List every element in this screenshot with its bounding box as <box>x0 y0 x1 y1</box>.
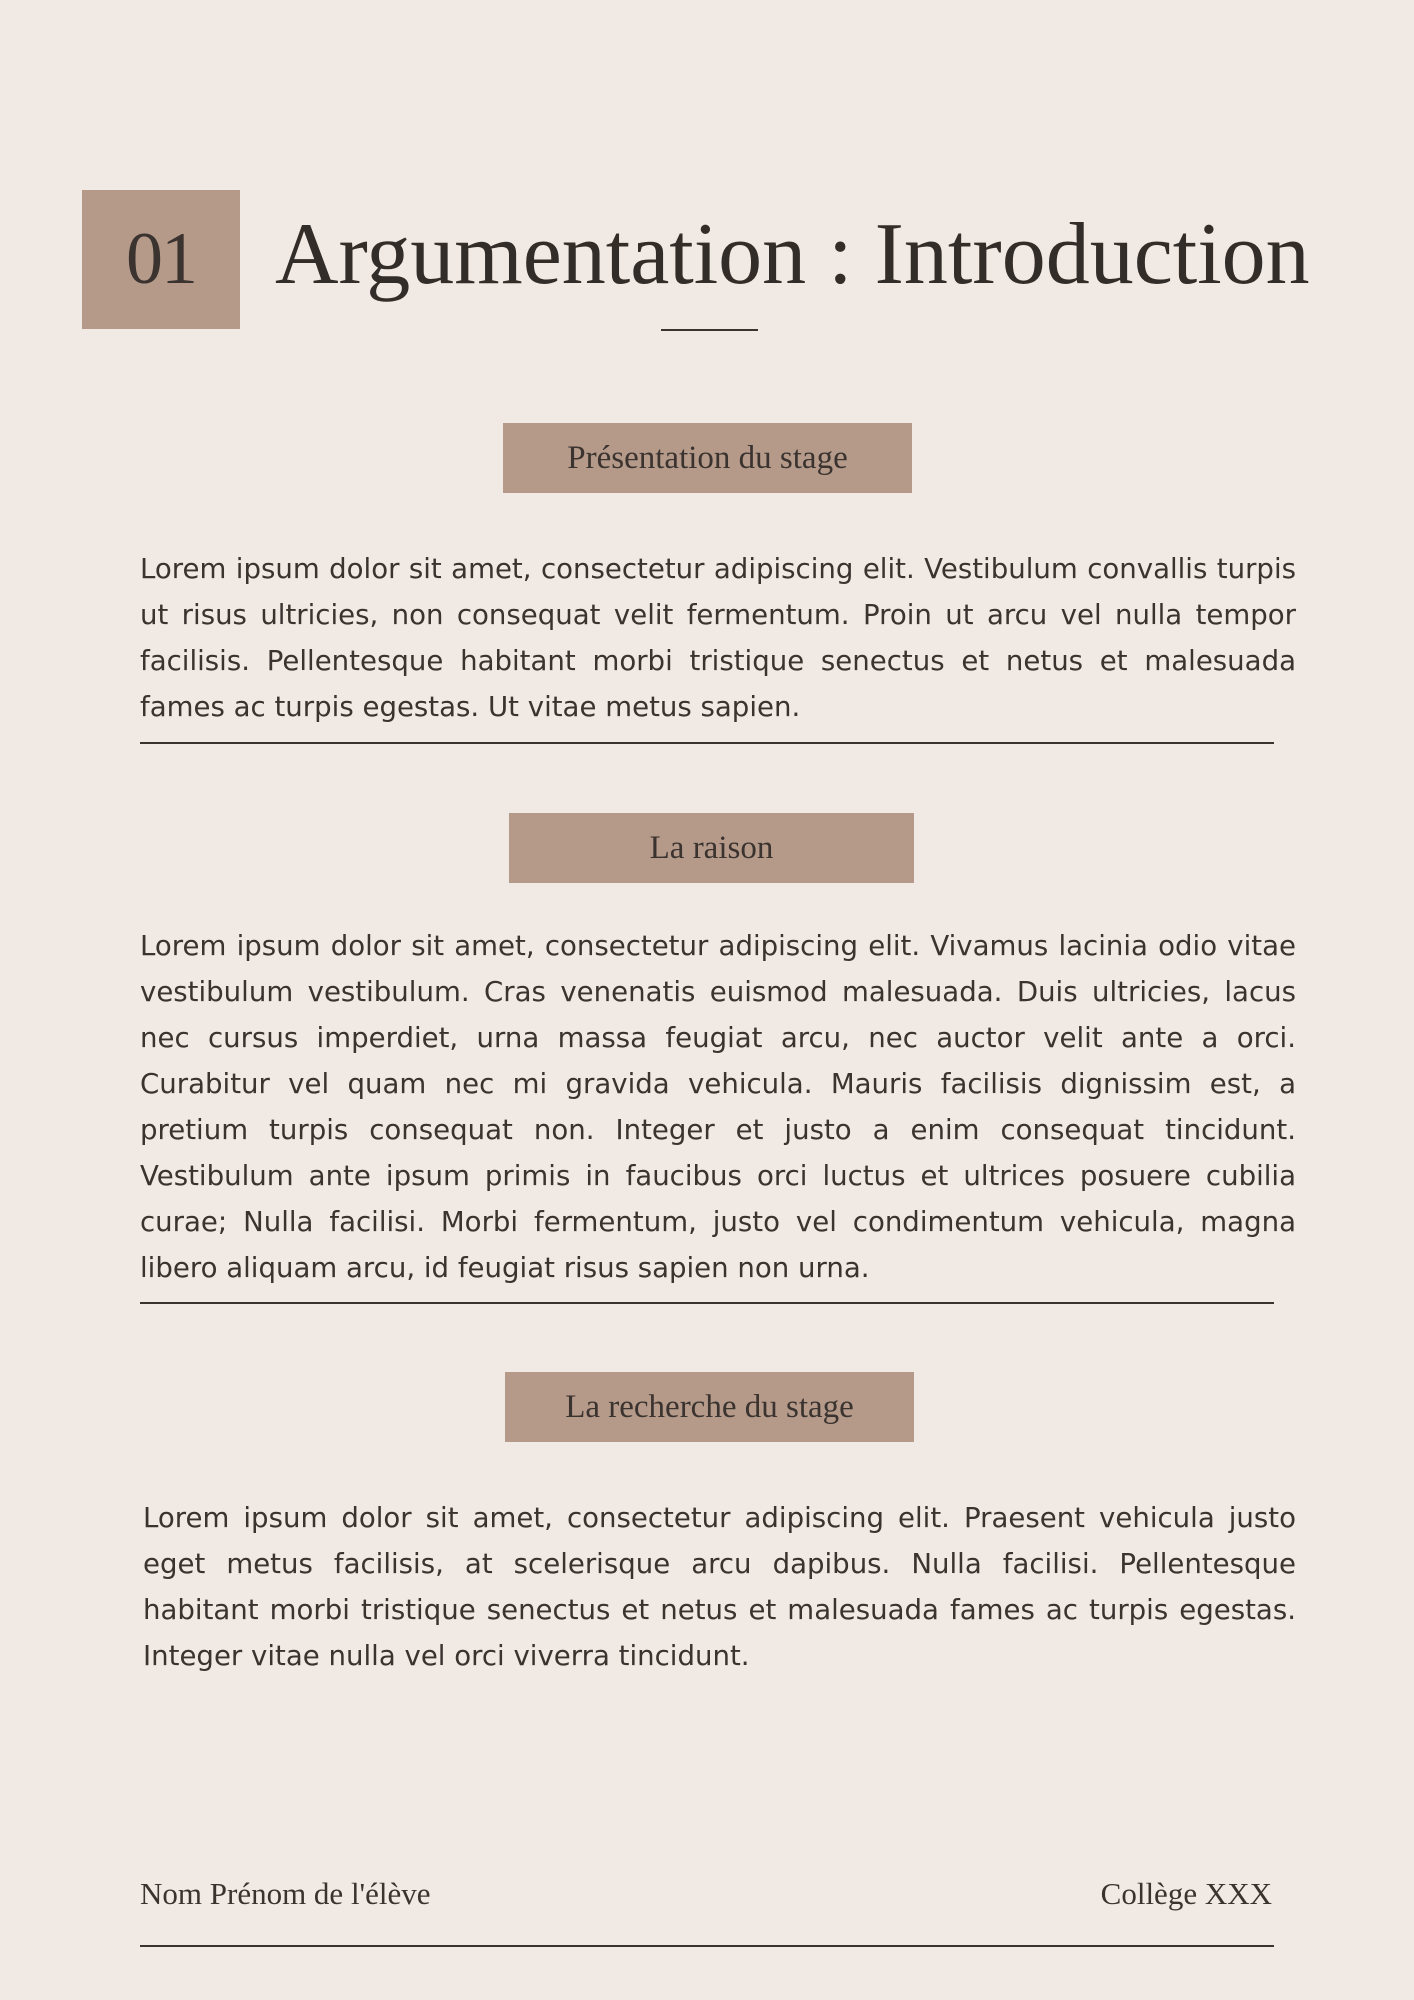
footer-student-name: Nom Prénom de l'élève <box>140 1876 431 1911</box>
title-underline <box>661 329 758 331</box>
section-divider <box>140 1302 1274 1304</box>
section-paragraph-recherche: Lorem ipsum dolor sit amet, consectetur adipiscing elit. Praesent vehicula justo eget metus facilisis, at scelerisque arcu dapibus. Nulla facilisi. Pellentesque habitant morbi tristique senectus et netus et malesuada fames ac turpis egestas. Integer vitae nulla vel orci viverra tincidunt. <box>143 1501 1296 1672</box>
section-heading-presentation: Présentation du stage <box>503 423 912 493</box>
page-title: Argumentation : Introduction <box>275 206 1310 303</box>
section-heading-recherche: La recherche du stage <box>505 1372 914 1442</box>
section-paragraph-presentation: Lorem ipsum dolor sit amet, consectetur adipiscing elit. Vestibulum convallis turpis ut risus ultricies, non consequat velit fermentum. Proin ut arcu vel nulla tempor facilisis. Pellentesque habitant morbi tristique senectus et netus et malesuada fames ac turpis egestas. Ut vitae metus sapien. <box>140 552 1296 723</box>
footer-school-name: Collège XXX <box>1100 1876 1272 1911</box>
section-divider <box>140 742 1274 744</box>
section-paragraph-raison: Lorem ipsum dolor sit amet, consectetur adipiscing elit. Vivamus lacinia odio vitae vestibulum vestibulum. Cras venenatis euismod malesuada. Duis ultricies, lacus nec cursus imperdiet, urna massa feugiat arcu, nec auctor velit ante a orci. Curabitur vel quam nec mi gravida vehicula. Mauris facilisis dignissim est, a pretium turpis consequat non. Integer et justo a enim consequat tincidunt. Vestibulum ante ipsum primis in faucibus orci luctus et ultrices posuere cubilia curae; Nulla facilisi. Morbi fermentum, justo vel condimentum vehicula, magna libero aliquam arcu, id feugiat risus sapien non urna. <box>140 929 1296 1284</box>
section-heading-raison: La raison <box>509 813 914 883</box>
section-number: 01 <box>126 218 196 300</box>
footer-divider <box>140 1945 1274 1947</box>
section-number-box <box>82 190 240 329</box>
